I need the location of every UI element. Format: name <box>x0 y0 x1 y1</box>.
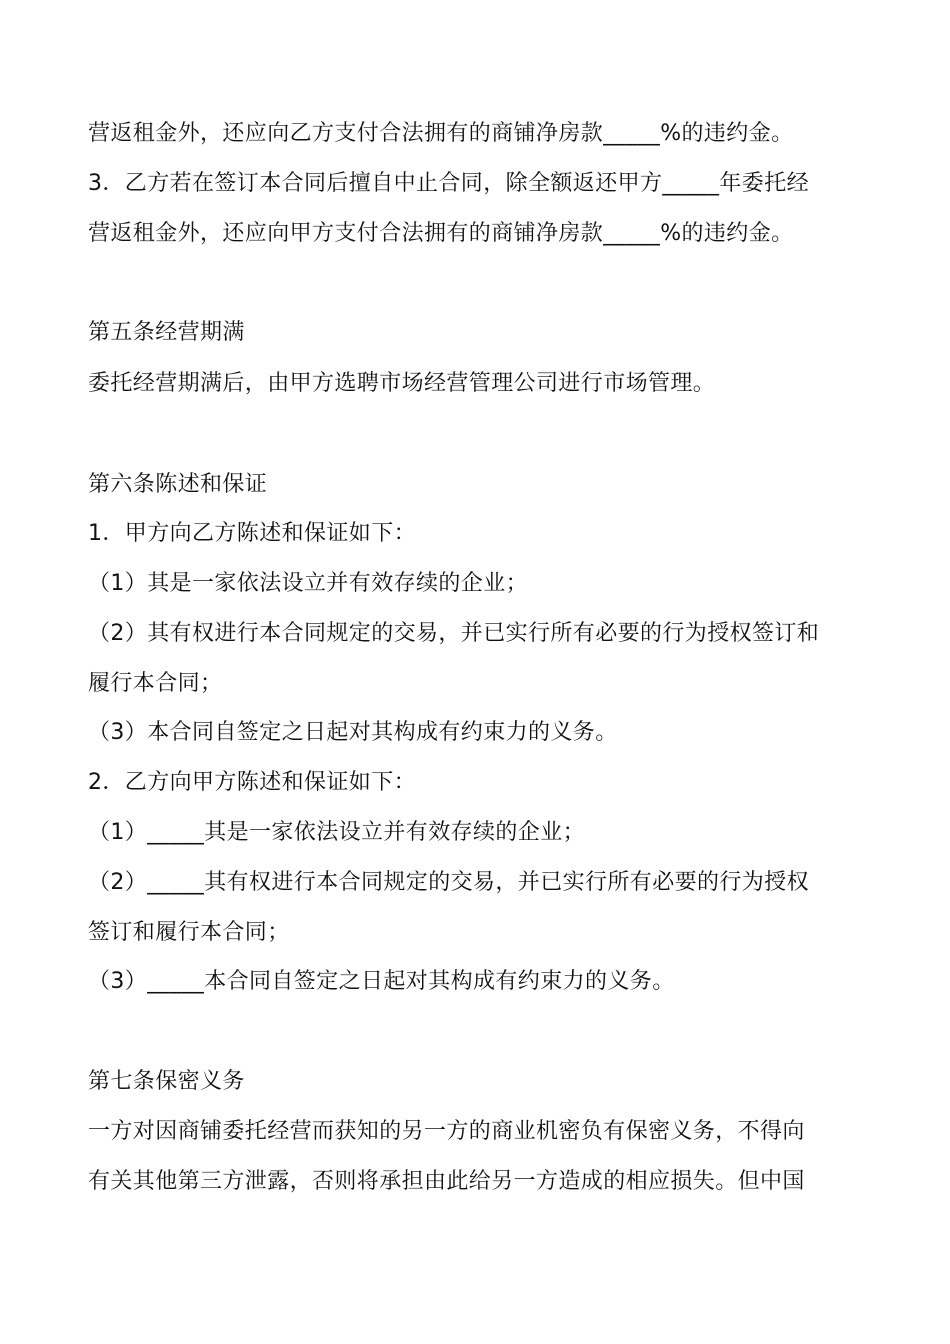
paragraph-line: 1．甲方向乙方陈述和保证如下： <box>88 521 416 546</box>
paragraph-line: （3）本合同自签定之日起对其构成有约束力的义务。 <box>88 720 618 745</box>
section-heading: 第七条保密义务 <box>88 1069 245 1094</box>
paragraph-line: （1）_____其是一家依法设立并有效存续的企业； <box>88 820 585 845</box>
paragraph-line: 2．乙方向甲方陈述和保证如下： <box>88 770 416 795</box>
paragraph-line: 委托经营期满后，由甲方选聘市场经营管理公司进行市场管理。 <box>88 371 716 396</box>
paragraph-line: 3．乙方若在签订本合同后擅自中止合同，除全额返还甲方_____年委托经 <box>88 171 809 196</box>
paragraph-line: 有关其他第三方泄露，否则将承担由此给另一方造成的相应损失。但中国 <box>88 1169 805 1194</box>
paragraph-line: 营返租金外，还应向乙方支付合法拥有的商铺净房款_____%的违约金。 <box>88 121 794 146</box>
paragraph-line: （1）其是一家依法设立并有效存续的企业； <box>88 571 528 596</box>
section-heading: 第五条经营期满 <box>88 320 245 345</box>
paragraph-line: 一方对因商铺委托经营而获知的另一方的商业机密负有保密义务，不得向 <box>88 1119 805 1144</box>
paragraph-line: 履行本合同； <box>88 671 223 696</box>
paragraph-line: 签订和履行本合同； <box>88 920 290 945</box>
paragraph-line: （2）其有权进行本合同规定的交易，并已实行所有必要的行为授权签订和 <box>88 621 820 646</box>
paragraph-line: （3）_____本合同自签定之日起对其构成有约束力的义务。 <box>88 969 675 994</box>
paragraph-line: （2）_____其有权进行本合同规定的交易，并已实行所有必要的行为授权 <box>88 870 809 895</box>
section-heading: 第六条陈述和保证 <box>88 472 268 497</box>
paragraph-line: 营返租金外，还应向甲方支付合法拥有的商铺净房款_____%的违约金。 <box>88 221 794 246</box>
